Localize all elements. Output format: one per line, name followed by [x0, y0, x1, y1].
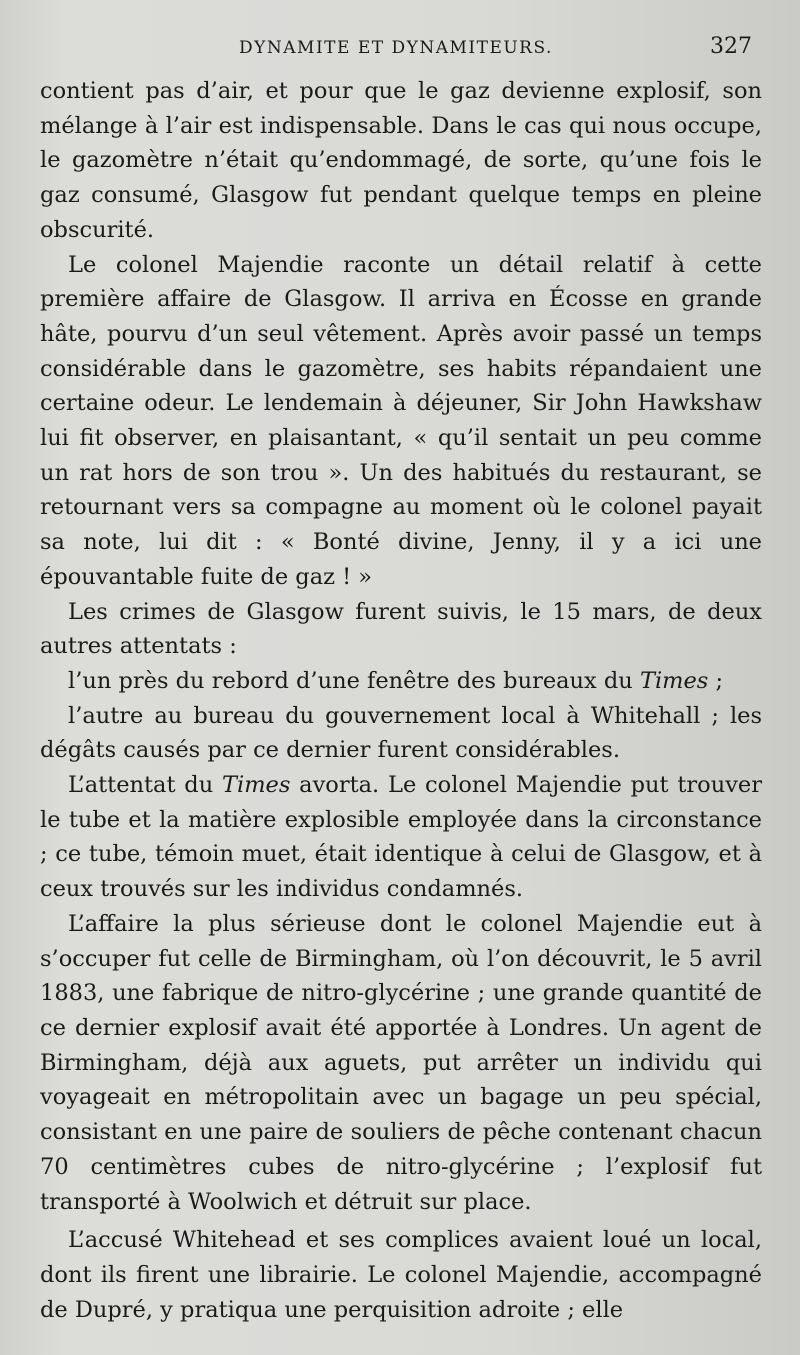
paragraph-6-before: L’attentat du [68, 772, 222, 799]
paragraph-4-italic: Times [639, 667, 709, 694]
page-number: 327 [710, 34, 752, 59]
paragraph-4-before: l’un près du rebord d’une fenêtre des bureaux du [68, 667, 640, 694]
paragraph-6-italic: Times [221, 772, 291, 799]
paragraph-3: Les crimes de Glasgow furent suivis, le 15 mars, de deux autres attentats : [40, 598, 762, 660]
paragraph-8: L’accusé Whitehead et ses complices avaient loué un local, dont ils firent une librairie. Le colonel Majendie, accompagné de Dupré, y pratiqua une perquisition adroite ; elle [40, 1227, 762, 1323]
paragraph-2: Le colonel Majendie raconte un détail relatif à cette première affaire de Glasgow. Il arriva en Écosse en grande hâte, pourvu d’un seul vêtement. Après avoir passé un temps considérable dans le gazomètre, ses habits répandaient une certaine odeur. Le lendemain à déjeuner, Sir John Hawkshaw lui fit observer, en plaisantant, « qu’il sentait un peu comme un rat hors de son trou ». Un des habitués du restaurant, se retournant vers sa compagne au moment où le colonel payait sa note, lui dit : « Bonté divine, Jenny, il y a ici une épouvantable fuite de gaz ! » [40, 251, 762, 590]
paragraph-4-after: ; [708, 667, 724, 694]
paragraph-6 [40, 768, 762, 907]
body-text [40, 74, 762, 1327]
paragraph-5: l’autre au bureau du gouvernement local à Whitehall ; les dégâts causés par ce dernier furent considérables. [40, 702, 762, 764]
paragraph-6-after: avorta. Le colonel Majendie put trouver le tube et la matière explosible employée dans la circonstance ; ce tube, témoin muet, était identique à celui de Glasgow, et à ceux trouvés sur les individus condamnés. [40, 772, 762, 903]
paragraph-4 [40, 664, 762, 699]
running-title: DYNAMITE ET DYNAMITEURS. [239, 38, 553, 58]
running-head [40, 34, 752, 64]
paragraph-1: contient pas d’air, et pour que le gaz devienne explosif, son mélange à l’air est indispensable. Dans le cas qui nous occupe, le gazomètre n’était qu’endommagé, de sorte, qu’une fois le gaz consumé, Glasgow fut pendant quelque temps en pleine obscurité. [40, 78, 762, 243]
paragraph-7: L’affaire la plus sérieuse dont le colonel Majendie eut à s’occuper fut celle de Birmingham, où l’on découvrit, le 5 avril 1883, une fabrique de nitro-glycérine ; une grande quantité de ce dernier explosif avait été apportée à Londres. Un agent de Birmingham, déjà aux aguets, put arrêter un individu qui voyageait en métropolitain avec un bagage un peu spécial, consistant en une paire de souliers de pêche contenant chacun 70 centimètres cubes de nitro-glycérine ; l’explosif fut transporté à Woolwich et détruit sur place. [40, 910, 762, 1215]
